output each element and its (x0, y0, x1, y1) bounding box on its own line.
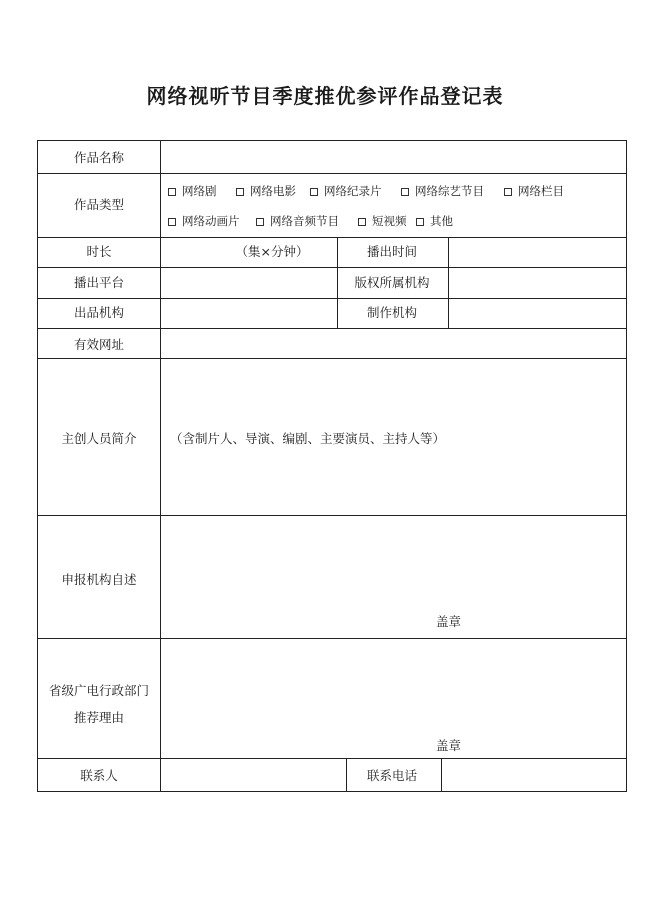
label-work-type: 作品类型 (73, 197, 125, 212)
air-time-input[interactable] (449, 238, 626, 267)
duration-hint: （集×分钟） (235, 244, 309, 259)
checkbox-icon (358, 218, 366, 226)
option-web-documentary[interactable]: 网络纪录片 (310, 186, 382, 198)
creators-hint: （含制片人、导演、编剧、主要演员、主持人等） (170, 431, 446, 446)
label-copyright-org: 版权所属机构 (354, 275, 430, 290)
label-province-reason-line1: 省级广电行政部门 (48, 683, 150, 698)
phone-input[interactable] (442, 759, 626, 791)
label-platform: 播出平台 (73, 275, 125, 290)
checkbox-icon (168, 188, 176, 196)
label-air-time: 播出时间 (366, 244, 418, 259)
label-phone: 联系电话 (366, 768, 418, 783)
option-web-audio[interactable]: 网络音频节目 (256, 216, 339, 228)
checkbox-icon (256, 218, 264, 226)
url-input[interactable] (161, 329, 626, 358)
label-production-org: 制作机构 (366, 305, 418, 320)
checkbox-icon (504, 188, 512, 196)
label-url: 有效网址 (73, 337, 125, 352)
work-name-input[interactable] (161, 141, 626, 173)
label-producer-org: 出品机构 (73, 305, 125, 320)
form-title: 网络视听节目季度推优参评作品登记表 (146, 84, 504, 108)
production-org-input[interactable] (449, 299, 626, 328)
label-duration: 时长 (86, 244, 112, 259)
seal-label-applicant: 盖章 (436, 614, 462, 629)
checkbox-icon (416, 218, 424, 226)
option-web-movie[interactable]: 网络电影 (236, 186, 296, 198)
label-province-reason-line2: 推荐理由 (73, 710, 125, 725)
option-web-variety[interactable]: 网络综艺节目 (401, 186, 484, 198)
label-applicant-statement: 申报机构自述 (61, 572, 137, 587)
checkbox-icon (401, 188, 409, 196)
checkbox-icon (236, 188, 244, 196)
option-short-video[interactable]: 短视频 (358, 216, 407, 228)
checkbox-icon (168, 218, 176, 226)
label-work-name: 作品名称 (73, 150, 125, 165)
option-web-column[interactable]: 网络栏目 (504, 186, 564, 198)
label-contact: 联系人 (80, 768, 118, 783)
producer-org-input[interactable] (161, 299, 337, 328)
option-other[interactable]: 其他 (416, 216, 453, 228)
platform-input[interactable] (161, 268, 337, 298)
label-creators: 主创人员简介 (61, 431, 137, 446)
option-web-drama[interactable]: 网络剧 (168, 186, 217, 198)
seal-label-province: 盖章 (436, 738, 462, 753)
contact-input[interactable] (161, 759, 346, 791)
option-web-animation[interactable]: 网络动画片 (168, 216, 240, 228)
checkbox-icon (310, 188, 318, 196)
copyright-org-input[interactable] (449, 268, 626, 298)
